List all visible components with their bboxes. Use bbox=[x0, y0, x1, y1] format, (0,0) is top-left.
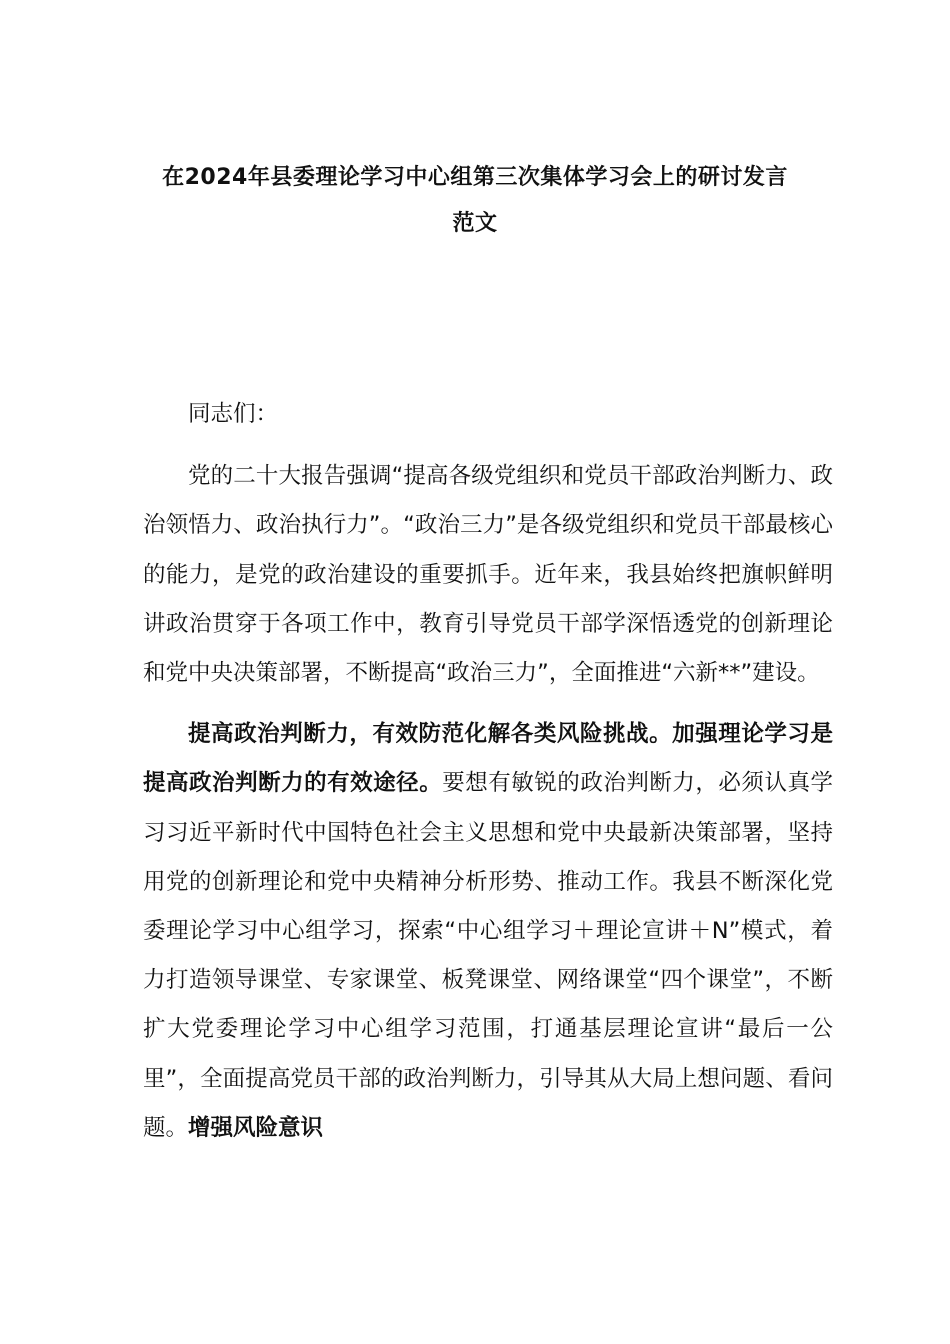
paragraph-1: 党的二十大报告强调“提高各级党组织和党员干部政治判断力、政治领悟力、政治执行力”。“政治三力”是各级党组织和党员干部最核心的能力，是党的政治建设的重要抓手。近年来，我县始终把旗帜鲜明讲政治贯穿于各项工作中，教育引导党员干部学深悟透党的创新理论和党中央决策部署，不断提高“政治三力”，全面推进“六新**”建设。 bbox=[143, 463, 833, 687]
paragraph-2-body: 要想有敏锐的政治判断力，必须认真学习习近平新时代中国特色社会主义思想和党中央最新决策部署，坚持用党的创新理论和党中央精神分析形势、推动工作。我县不断深化党委理论学习中心组学习，探索“中心组学习＋理论宣讲＋N”模式，着力打造领导课堂、专家课堂、板凳课堂、网络课堂“四个课堂”，不断扩大党委理论学习中心组学习范围，打通基层理论宣讲“最后一公里”，全面提高党员干部的政治判断力，引导其从大局上想问题、看问题。 bbox=[143, 770, 833, 1141]
document-title bbox=[140, 155, 810, 247]
title-line-1: 在2024年县委理论学习中心组第三次集体学习会上的研讨发言 bbox=[162, 165, 788, 190]
title-line-2: 范文 bbox=[452, 211, 498, 236]
salutation: 同志们： bbox=[188, 401, 279, 427]
paragraph-2-bold-tail: 增强风险意识 bbox=[188, 1114, 324, 1141]
paragraph-2 bbox=[143, 710, 833, 1153]
document-body bbox=[143, 390, 833, 1153]
paragraph-2-bold-lead: 提高政治判断力，有效防范化解各类风险挑战。加强理论学习是提高政治判断力的有效途径。 bbox=[143, 721, 833, 797]
